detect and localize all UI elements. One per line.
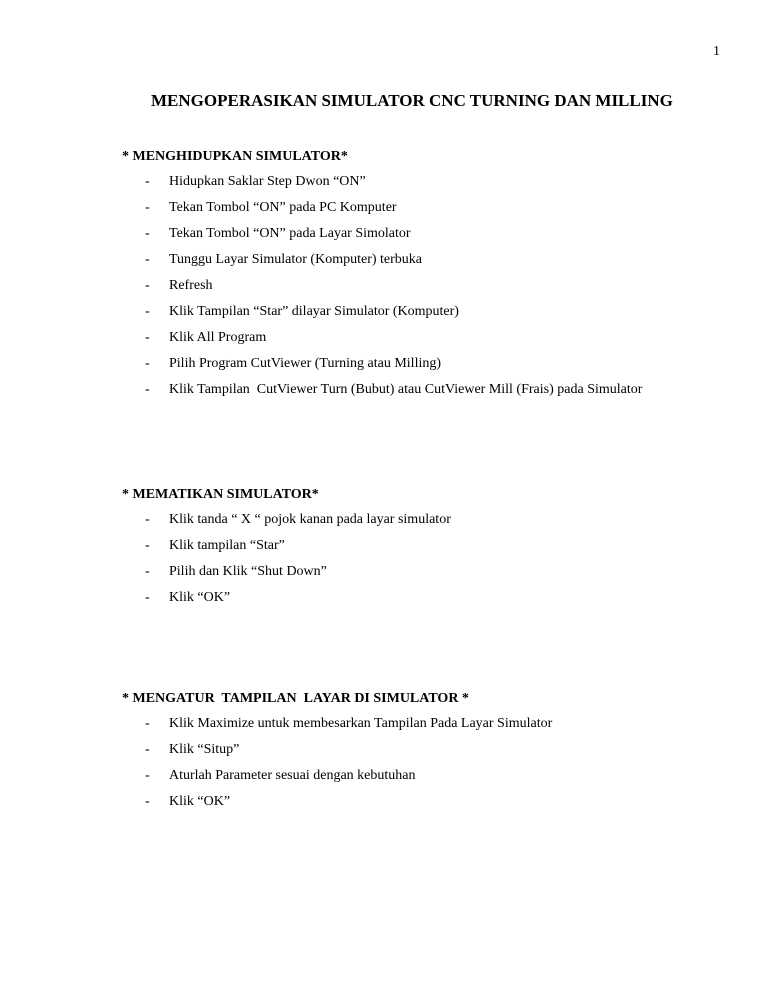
list-item-text: Pilih dan Klik “Shut Down” (169, 564, 327, 579)
list-item-text: Pilih Program CutViewer (Turning atau Milling) (169, 356, 442, 371)
list-item-text: Klik Maximize untuk membesarkan Tampilan Pada Layar Simulator (169, 716, 553, 731)
list-item (122, 250, 742, 276)
bullet-dash: - (145, 200, 150, 215)
document-title: MENGOPERASIKAN SIMULATOR CNC TURNING DAN MILLING (151, 91, 673, 110)
list-item (122, 510, 742, 536)
list-item (122, 740, 742, 766)
list-item-text: Klik “OK” (169, 794, 231, 809)
bullet-dash: - (145, 512, 150, 527)
bullet-dash: - (145, 768, 150, 783)
list-item (122, 562, 742, 588)
bullet-dash: - (145, 356, 150, 371)
list-item-text: Aturlah Parameter sesuai dengan kebutuhan (169, 768, 416, 783)
list-item (122, 792, 742, 818)
section-display-settings (122, 690, 742, 818)
list-item-text: Klik All Program (169, 330, 267, 345)
bullet-dash: - (145, 174, 150, 189)
list-item (122, 276, 742, 302)
list-item (122, 536, 742, 562)
step-list (122, 172, 742, 406)
list-item-text: Hidupkan Saklar Step Dwon “ON” (169, 174, 366, 189)
bullet-dash: - (145, 716, 150, 731)
bullet-dash: - (145, 252, 150, 267)
list-item-text: Refresh (169, 278, 213, 293)
section-heading: * MEMATIKAN SIMULATOR* (122, 487, 319, 502)
list-item (122, 354, 742, 380)
step-list (122, 714, 742, 818)
list-item-text: Tekan Tombol “ON” pada PC Komputer (169, 200, 397, 215)
bullet-dash: - (145, 330, 150, 345)
list-item (122, 302, 742, 328)
bullet-dash: - (145, 564, 150, 579)
section-turning-off (122, 486, 742, 614)
list-item-text: Klik “Situp” (169, 742, 240, 757)
bullet-dash: - (145, 304, 150, 319)
list-item-text: Tunggu Layar Simulator (Komputer) terbuka (169, 252, 422, 267)
bullet-dash: - (145, 742, 150, 757)
bullet-dash: - (145, 590, 150, 605)
list-item (122, 328, 742, 354)
list-item-text: Klik tanda “ X “ pojok kanan pada layar simulator (169, 512, 451, 527)
list-item-text: Tekan Tombol “ON” pada Layar Simolator (169, 226, 411, 241)
list-item (122, 172, 742, 198)
list-item-text: Klik Tampilan CutViewer Turn (Bubut) atau CutViewer Mill (Frais) pada Simulator (169, 382, 643, 397)
section-heading: * MENGATUR TAMPILAN LAYAR DI SIMULATOR * (122, 691, 469, 706)
list-item (122, 766, 742, 792)
list-item (122, 588, 742, 614)
list-item-text: Klik “OK” (169, 590, 231, 605)
list-item (122, 224, 742, 250)
page-number: 1 (713, 44, 720, 59)
section-turning-on (122, 148, 742, 406)
list-item-text: Klik Tampilan “Star” dilayar Simulator (Komputer) (169, 304, 459, 319)
list-item-text: Klik tampilan “Star” (169, 538, 285, 553)
list-item (122, 198, 742, 224)
bullet-dash: - (145, 226, 150, 241)
list-item (122, 380, 742, 406)
bullet-dash: - (145, 382, 150, 397)
section-heading: * MENGHIDUPKAN SIMULATOR* (122, 149, 348, 164)
step-list (122, 510, 742, 614)
bullet-dash: - (145, 538, 150, 553)
bullet-dash: - (145, 278, 150, 293)
list-item (122, 714, 742, 740)
bullet-dash: - (145, 794, 150, 809)
